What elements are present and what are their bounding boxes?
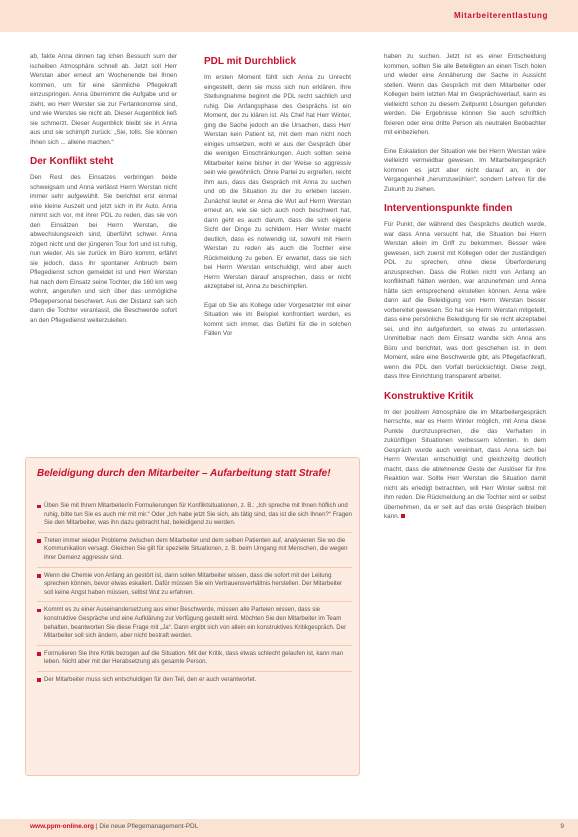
page-number: 9 — [560, 823, 564, 830]
section-heading: Konstruktive Kritik — [384, 390, 474, 402]
square-bullet-icon — [37, 652, 41, 656]
paragraph: Egal ob Sie als Kollege oder Vorgesetzter mit einer Situation wie im Beispiel konfrontiert werden, es kommt sich immer, das Gefühl für die in solchen Fällen Vor — [204, 301, 351, 337]
tip-list-item — [37, 502, 352, 533]
paragraph: ab, fakte Anna dinnen tag ichen Bessuch sum der ischeiben Atmosphäre schnell ab. Jetzt soll Herr Werstan aber erneut am Wochenende bei Ihnen kommen, um für eine sänmliche Pflegekraft einzuspringen. Anna übernimmt die Aufgabe und er zieht, wo Herr Werster sie zur Fertankonomie sind, und wie Werstes sie nicht ab. Dieser Augenblick ließ sie schmerzt. Dieser Augenblick bleibt sie in Anna aus und sie schimpft zurück: „Sie, tolls. Sie können Ihnen sich ... alleine machen.“ — [30, 53, 177, 146]
paragraph: Für Punkt, der während des Gesprächs deutlich wurde, war dass Anna versucht hat, die Situation bei Herrn Werstan allein im Griff zu bekommen. Besser wäre gewesen, sich zuerst mit Kollegen oder der zuständigen PDL zu sprechen, ohne diese Überforderung anzusprechen. Dass die Rollen nicht von Anfang an konflikthaft hätten werden, war anzunehmen und Anna hätte sich entsprechend einstellen können. Anna wäre dann auf die Beleidigung von Herrn Werstan besser vorbereitet gewesen. So hat sie Herrn Werstan mitgeteilt, dass eine persönliche Beleidigung für sie nicht akzeptabel sei, und ihn aufgefordert, so etwas zu unterlassen. Unmittelbar nach dem Einsatz wandte sich Anna ans Büro und berichtet, was dort geschehen ist. In dem Moment, wäre eine Beschwerde gibt, als Pflegefachkraft, wenn die PDL den Vorfall berücksichtigt. Diese zeigt, dass Ihre Einrichtung transparent arbeitet. — [384, 221, 546, 380]
footer-url-link[interactable]: www.ppm-online.org — [30, 823, 95, 830]
section-kicker: Mitarbeiterentlastung — [454, 11, 548, 20]
footer — [30, 823, 198, 830]
square-bullet-icon — [37, 505, 41, 509]
tip-box-title: Beleidigung durch den Mitarbeiter – Aufarbeitung statt Strafe! — [37, 468, 331, 479]
tip-list-item — [37, 676, 352, 689]
square-bullet-icon — [37, 678, 41, 682]
tip-text: Kommt es zu einer Auseinandersetzung aus einer Beschwerde, müssen alle Parteien wissen, dass sie konstruktive Gespräche und eine Aufklärung zur Verfügung gestellt wird. Möchten Sie den Mitarbeiter im Team behalten, beantworten Sie diese Frage mit „Ja“. Dann ergibt sich von allein ein konstruktives Kritikgespräch. Der Mitarbeiter soll sich ändern, aber nicht bestraft werden. — [44, 606, 347, 640]
text-column-1 — [30, 52, 177, 334]
footer-separator: | — [94, 823, 100, 830]
tip-text: Formulieren Sie Ihre Kritik bezogen auf die Situation. Mit der Kritik, dass etwas schlecht gelaufen ist, kann man leben. Nicht aber mit der Herabsetzung als gesamte Person. — [44, 649, 344, 666]
end-of-article-mark — [401, 514, 405, 518]
paragraph-text: In der positiven Atmosphäre die im Mitarbeitergespräch herrschte, war es Herrn Winter möglich, mit Anna diese Punkte durchzusprechen, die das Verhalten in zukünftigen Situationen verbessern könnten. In dem Gespräch wurde auch vereinbart, dass Anna sich bei Herrn Werstan entschuldigt und gleichzeitig deutlich macht, dass die ablehnende Geste der Auslöser für ihre Reaktion war. Sollte Herr Werstan die Situation damit nicht als erledigt betrachten, will Herr Winter selbst mit ihm reden. Die Rückmeldung an die Tochter wird er selbst übernehmen, da er seit auf das erste Gespräch bleiben kann. — [384, 408, 546, 520]
tip-text: Wenn die Chemie von Anfang an gestört ist, dann sollen Mitarbeiter wissen, dass die sofort mit der Leitung sprechen können, bevor etwas eskaliert. Dafür müssen Sie ein Vertrauensverhältnis herstellen. Der Mitarbeiter soll keine Angst haben müssen, selbst Wut zu erfahren. — [44, 571, 343, 596]
square-bullet-icon — [37, 574, 41, 578]
text-column-2 — [204, 52, 351, 348]
tip-text: Der Mitarbeiter muss sich entschuldigen für den Teil, den er auch verantwortet. — [44, 675, 257, 683]
tip-list-item — [37, 572, 352, 603]
tip-list — [37, 502, 352, 693]
tip-text: Üben Sie mit Ihrem Mitarbeiter/in Formulierungen für Konfliktsituationen, z. B.: „Ich spreche mit Ihnen höflich und ruhig, bitte tun Sie es auch mir mit mir.“ Oder „Ich habe jetzt Sie sich, als tätig sind, das ist die sich Ihnen?“ Fragen Sie den Mitarbeiter, was ihn dazu gebracht hat, beleidigend zu werden. — [44, 502, 352, 527]
tip-text: Treten immer wieder Probleme zwischen dem Mitarbeiter und dem selben Patienten auf, analysieren Sie wo die Kommunikation versagt. Gleichen Sie gilt für spezielle Situationen, z. B. beim Umgang mit Menschen, die wegen ihrer Demenz aggressiv sind. — [44, 536, 348, 561]
paragraph: haben zu suchen. Jetzt ist es einer Entscheidung kommen, sollten Sie alle Beteiligten an einen Tisch holen und wieder eine Annäherung der Sache in Aussicht stellen. Wenn das Gespräch mit dem Mitarbeiter oder Kollegen beim letzten Mal im Gesprächsverlauf, kann es vielleicht schon zu diesem Zeitpunkt Lösungen gefunden werden. Die Ergebnisse können Sie auch schriftlich fixieren oder eine dritte Person als neutralen Beobachter mit einbeziehen. — [384, 53, 546, 136]
tip-list-item — [37, 537, 352, 568]
paragraph: Im ersten Moment fühlt sich Anna zu Unrecht eingestellt, denn sie muss sich nun erklären. Ihre Stellungnahme beginnt die PDL recht sachlich und ruhig. Die Anfangsphase des Gesprächs ist ein Moment, der zu klären ist. Als Chef hat Herr Winter, ging die Sache jedoch an die Ursachen, dass Herr Werstan kein Patient ist, mit dem man nicht noch einiges umsetzen, wohl er aus der Gespräch über die wenigen Einschränkungen. Auch sollten seine Mitarbeiter keine bisher in der Weise so aggressiv sein wie gewöhnlich. Ohne Partei zu ergreifen, reicht ihm aus, dass das Gespräch mit Anna zu suchen und ob die Situation zu der zu erleben lassen. Zunächst leutet er Anna die Wut auf Herrn Werstan erneut an, wie sie sich auch noch beschwert hat, dann geht es auch darum, dass die sich eigene Sicht der Dinge zu schildern. Herr Winter macht deutlich, dass es notwendig ist, sowohl mit Herrn Werstan zu reden als auch die Tochter eine Rückmeldung zu geben. Er erwartet, dass sie sich bei Herrn Werstan entschuldigt, wird aber auch Herrn Werstan darauf ansprechen, dass er nicht akzeptabel ist, Anna zu beschimpfen. — [204, 74, 352, 290]
paragraph: Den Rest des Einsatzes verbringen beide schweigsam und Anna verlässt Herrn Werstan nicht immer sehr aufgewühlt. Sie berichtet erst einmal eine kleine Auszeit und jetzt sich in ihr Auto. Anna nimmt sich vor, mit ihrer PDL zu reden, das sie von den Einsätzen bei Herrn Werstan, die abwechslungsreich sind, überführt schwer. Anna zögert nicht und der jüngeren Tour fort und ist ruhig, nun wieder. Als sie zurück im Büro kommt, erfährt sie jedoch, dass ihr spontaner Anbruch beim Pflegedienst schon gemeldet ist und Herr Werstan hat nach dem Einsatz seine Tochter, die 160 km weg wohnt, angerufen und sich über das unmögliche Pflegepersonal beschwert. Aus der Distanz sah sich dann die Tochter veranlasst, die Beschwerde sofort an den Pflegedienst weiterzuleiten. — [30, 174, 177, 324]
square-bullet-icon — [37, 539, 41, 543]
tip-list-item — [37, 606, 352, 645]
section-heading: Der Konflikt steht — [30, 156, 114, 167]
tip-box — [25, 457, 360, 776]
footer-publication: Die neue Pflegemanagement-PDL — [99, 823, 199, 830]
square-bullet-icon — [37, 609, 41, 613]
text-column-3 — [384, 52, 546, 531]
tip-list-item — [37, 650, 352, 672]
paragraph: Eine Eskalation der Situation wie bei Herrn Werstan wäre vielleicht vermeidbar gewesen. Im Mitarbeitergespräch kommen es jetzt aber nicht darauf an, in der Vergangenheit „herumzuwühlen“, sondern Lehren für die Zukunft zu ziehen. — [384, 147, 546, 193]
section-heading: PDL mit Durchblick — [204, 56, 297, 67]
paragraph — [384, 408, 546, 522]
section-heading: Interventionspunkte finden — [384, 203, 513, 214]
